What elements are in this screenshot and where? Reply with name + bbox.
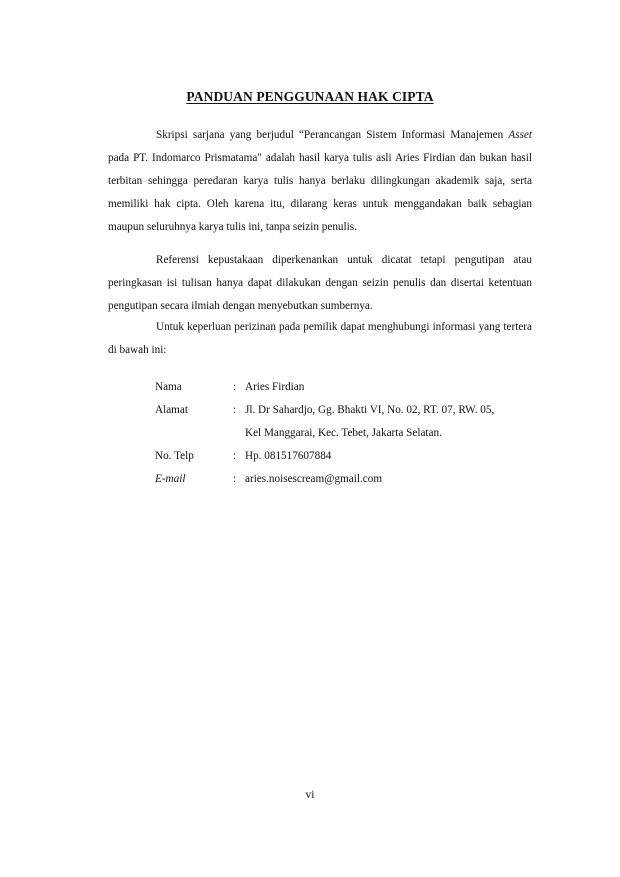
- info-row-email: [155, 468, 535, 491]
- info-value-nama: Aries Firdian: [245, 381, 305, 393]
- page-title: PANDUAN PENGGUNAAN HAK CIPTA: [186, 89, 434, 104]
- info-label-alamat: Alamat: [155, 404, 188, 416]
- paragraph-copyright-statement: [108, 124, 532, 239]
- info-separator: :: [233, 381, 237, 393]
- info-row-nama: [155, 376, 535, 399]
- info-row-alamat: [155, 399, 535, 422]
- info-label-email: E-mail: [155, 473, 186, 485]
- info-value-alamat-line2: Kel Manggarai, Kec. Tebet, Jakarta Selatan.: [245, 427, 442, 439]
- paragraph-contact-intro: [108, 316, 532, 362]
- paragraph3-text: Untuk keperluan perizinan pada pemilik dapat menghubungi informasi yang tertera di bawah ini:: [108, 321, 532, 356]
- paragraph-citation-rules: [108, 249, 532, 318]
- contact-info: [155, 376, 535, 491]
- info-value-email: aries.noisescream@gmail.com: [245, 473, 383, 485]
- paragraph1-text-start: Skripsi sarjana yang berjudul “Perancangan Sistem Informasi Manajemen: [156, 129, 509, 141]
- info-separator: :: [233, 450, 237, 462]
- info-label-nama: Nama: [155, 381, 182, 393]
- page-number: vi: [305, 789, 315, 801]
- info-label-telp: No. Telp: [155, 450, 194, 462]
- paragraph2-text: Referensi kepustakaan diperkenankan untuk dicatat tetapi pengutipan atau peringkasan isi tulisan hanya dapat dilakukan dengan seizin penulis dan disertai ketentuan pengutipan secara ilmiah dengan menyebutkan sumbernya.: [108, 254, 532, 312]
- info-row-telp: [155, 445, 535, 468]
- info-separator: :: [233, 473, 237, 485]
- paragraph1-italic-term: Asset: [508, 129, 532, 141]
- paragraph1-text-end: pada PT. Indomarco Prismatama" adalah hasil karya tulis asli Aries Firdian dan bukan hasil terbitan sehingga peredaran karya tulis hanya berlaku dilingkungan akademik saja, serta memiliki hak cipta. Oleh karena itu, dilarang keras untuk menggandakan baik sebagian maupun seluruhnya karya tulis ini, tanpa seizin penulis.: [108, 152, 532, 233]
- info-separator: :: [233, 404, 237, 416]
- info-value-alamat-line1: Jl. Dr Sahardjo, Gg. Bhakti VI, No. 02, RT. 07, RW. 05,: [245, 404, 495, 416]
- info-value-telp: Hp. 081517607884: [245, 450, 332, 462]
